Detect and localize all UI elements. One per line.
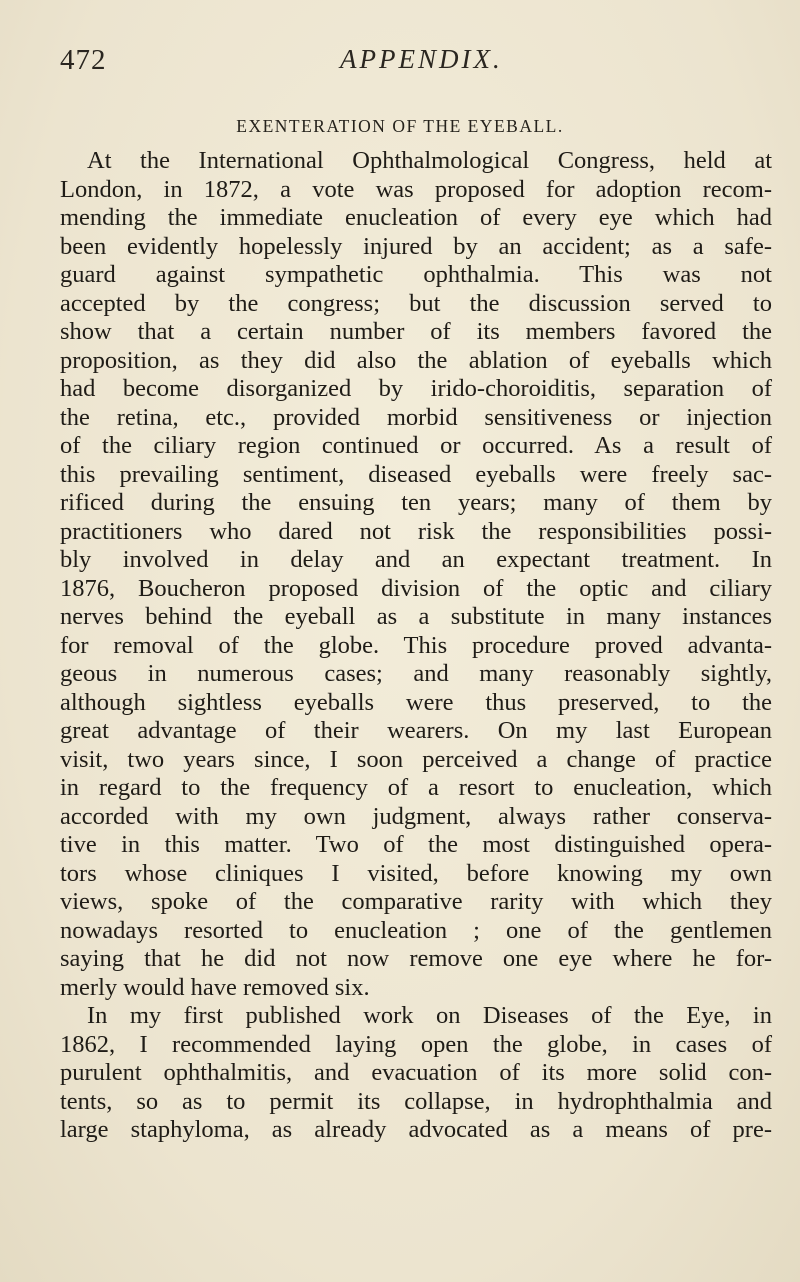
running-title: APPENDIX.	[340, 44, 503, 74]
text-line: geous in numerous cases; and many reasonably sightly,	[60, 660, 772, 687]
text-line: guard against sympathetic ophthalmia. This was not	[60, 261, 772, 288]
text-line: accorded with my own judgment, always rather conserva-	[60, 802, 772, 830]
text-line: although sightless eyeballs were thus preserved, to the	[60, 688, 772, 716]
text-line: rificed during the ensuing ten years; many of them by	[60, 489, 772, 516]
text-line: visit, two years since, I soon perceived a change of practice	[60, 745, 772, 773]
text-line: proposition, as they did also the ablation of eyeballs which	[60, 346, 772, 374]
text-line: in regard to the frequency of a resort to enucleation, which	[60, 774, 772, 801]
text-line: nowadays resorted to enucleation ; one of the gentlemen	[60, 916, 772, 944]
text-line: tents, so as to permit its collapse, in hydrophthalmia and	[60, 1087, 772, 1115]
text-line: tive in this matter. Two of the most distinguished opera-	[60, 831, 772, 858]
text-line: saying that he did not now remove one eye where he for-	[60, 945, 772, 972]
text-line: 1876, Boucheron proposed division of the optic and ciliary	[60, 574, 772, 602]
text-line: accepted by the congress; but the discussion served to	[60, 289, 772, 317]
text-line: of the ciliary region continued or occurred. As a result of	[60, 432, 772, 459]
text-line: views, spoke of the comparative rarity with which they	[60, 888, 772, 915]
text-line: nerves behind the eyeball as a substitute in many instances	[60, 603, 772, 630]
text-line: purulent ophthalmitis, and evacuation of its more solid con-	[60, 1059, 772, 1086]
text-line: mending the immediate enucleation of every eye which had	[60, 204, 772, 231]
text-line: had become disorganized by irido-choroiditis, separation of	[60, 375, 772, 402]
text-line: great advantage of their wearers. On my last European	[60, 717, 772, 744]
text-line: merly would have removed six.	[60, 973, 370, 1001]
body-text	[60, 147, 772, 1145]
running-head	[60, 44, 760, 84]
section-heading: EXENTERATION OF THE EYEBALL.	[236, 116, 564, 136]
text-line: this prevailing sentiment, diseased eyeballs were freely sac-	[60, 460, 772, 488]
text-line: large staphyloma, as already advocated as a means of pre-	[60, 1116, 772, 1143]
text-line: for removal of the globe. This procedure proved advanta-	[60, 631, 772, 659]
text-line: show that a certain number of its members favored the	[60, 318, 772, 345]
text-line: In my first published work on Diseases of the Eye, in	[87, 1002, 772, 1029]
text-line: the retina, etc., provided morbid sensitiveness or injection	[60, 403, 772, 431]
text-line: practitioners who dared not risk the responsibilities possi-	[60, 517, 772, 545]
page-number: 472	[60, 44, 107, 76]
text-line: bly involved in delay and an expectant treatment. In	[60, 546, 772, 573]
text-line: 1862, I recommended laying open the globe, in cases of	[60, 1030, 772, 1058]
text-line: been evidently hopelessly injured by an accident; as a safe-	[60, 232, 772, 260]
text-line: London, in 1872, a vote was proposed for adoption recom-	[60, 175, 772, 203]
text-line: tors whose cliniques I visited, before knowing my own	[60, 859, 772, 887]
text-line: At the International Ophthalmological Congress, held at	[87, 147, 772, 174]
